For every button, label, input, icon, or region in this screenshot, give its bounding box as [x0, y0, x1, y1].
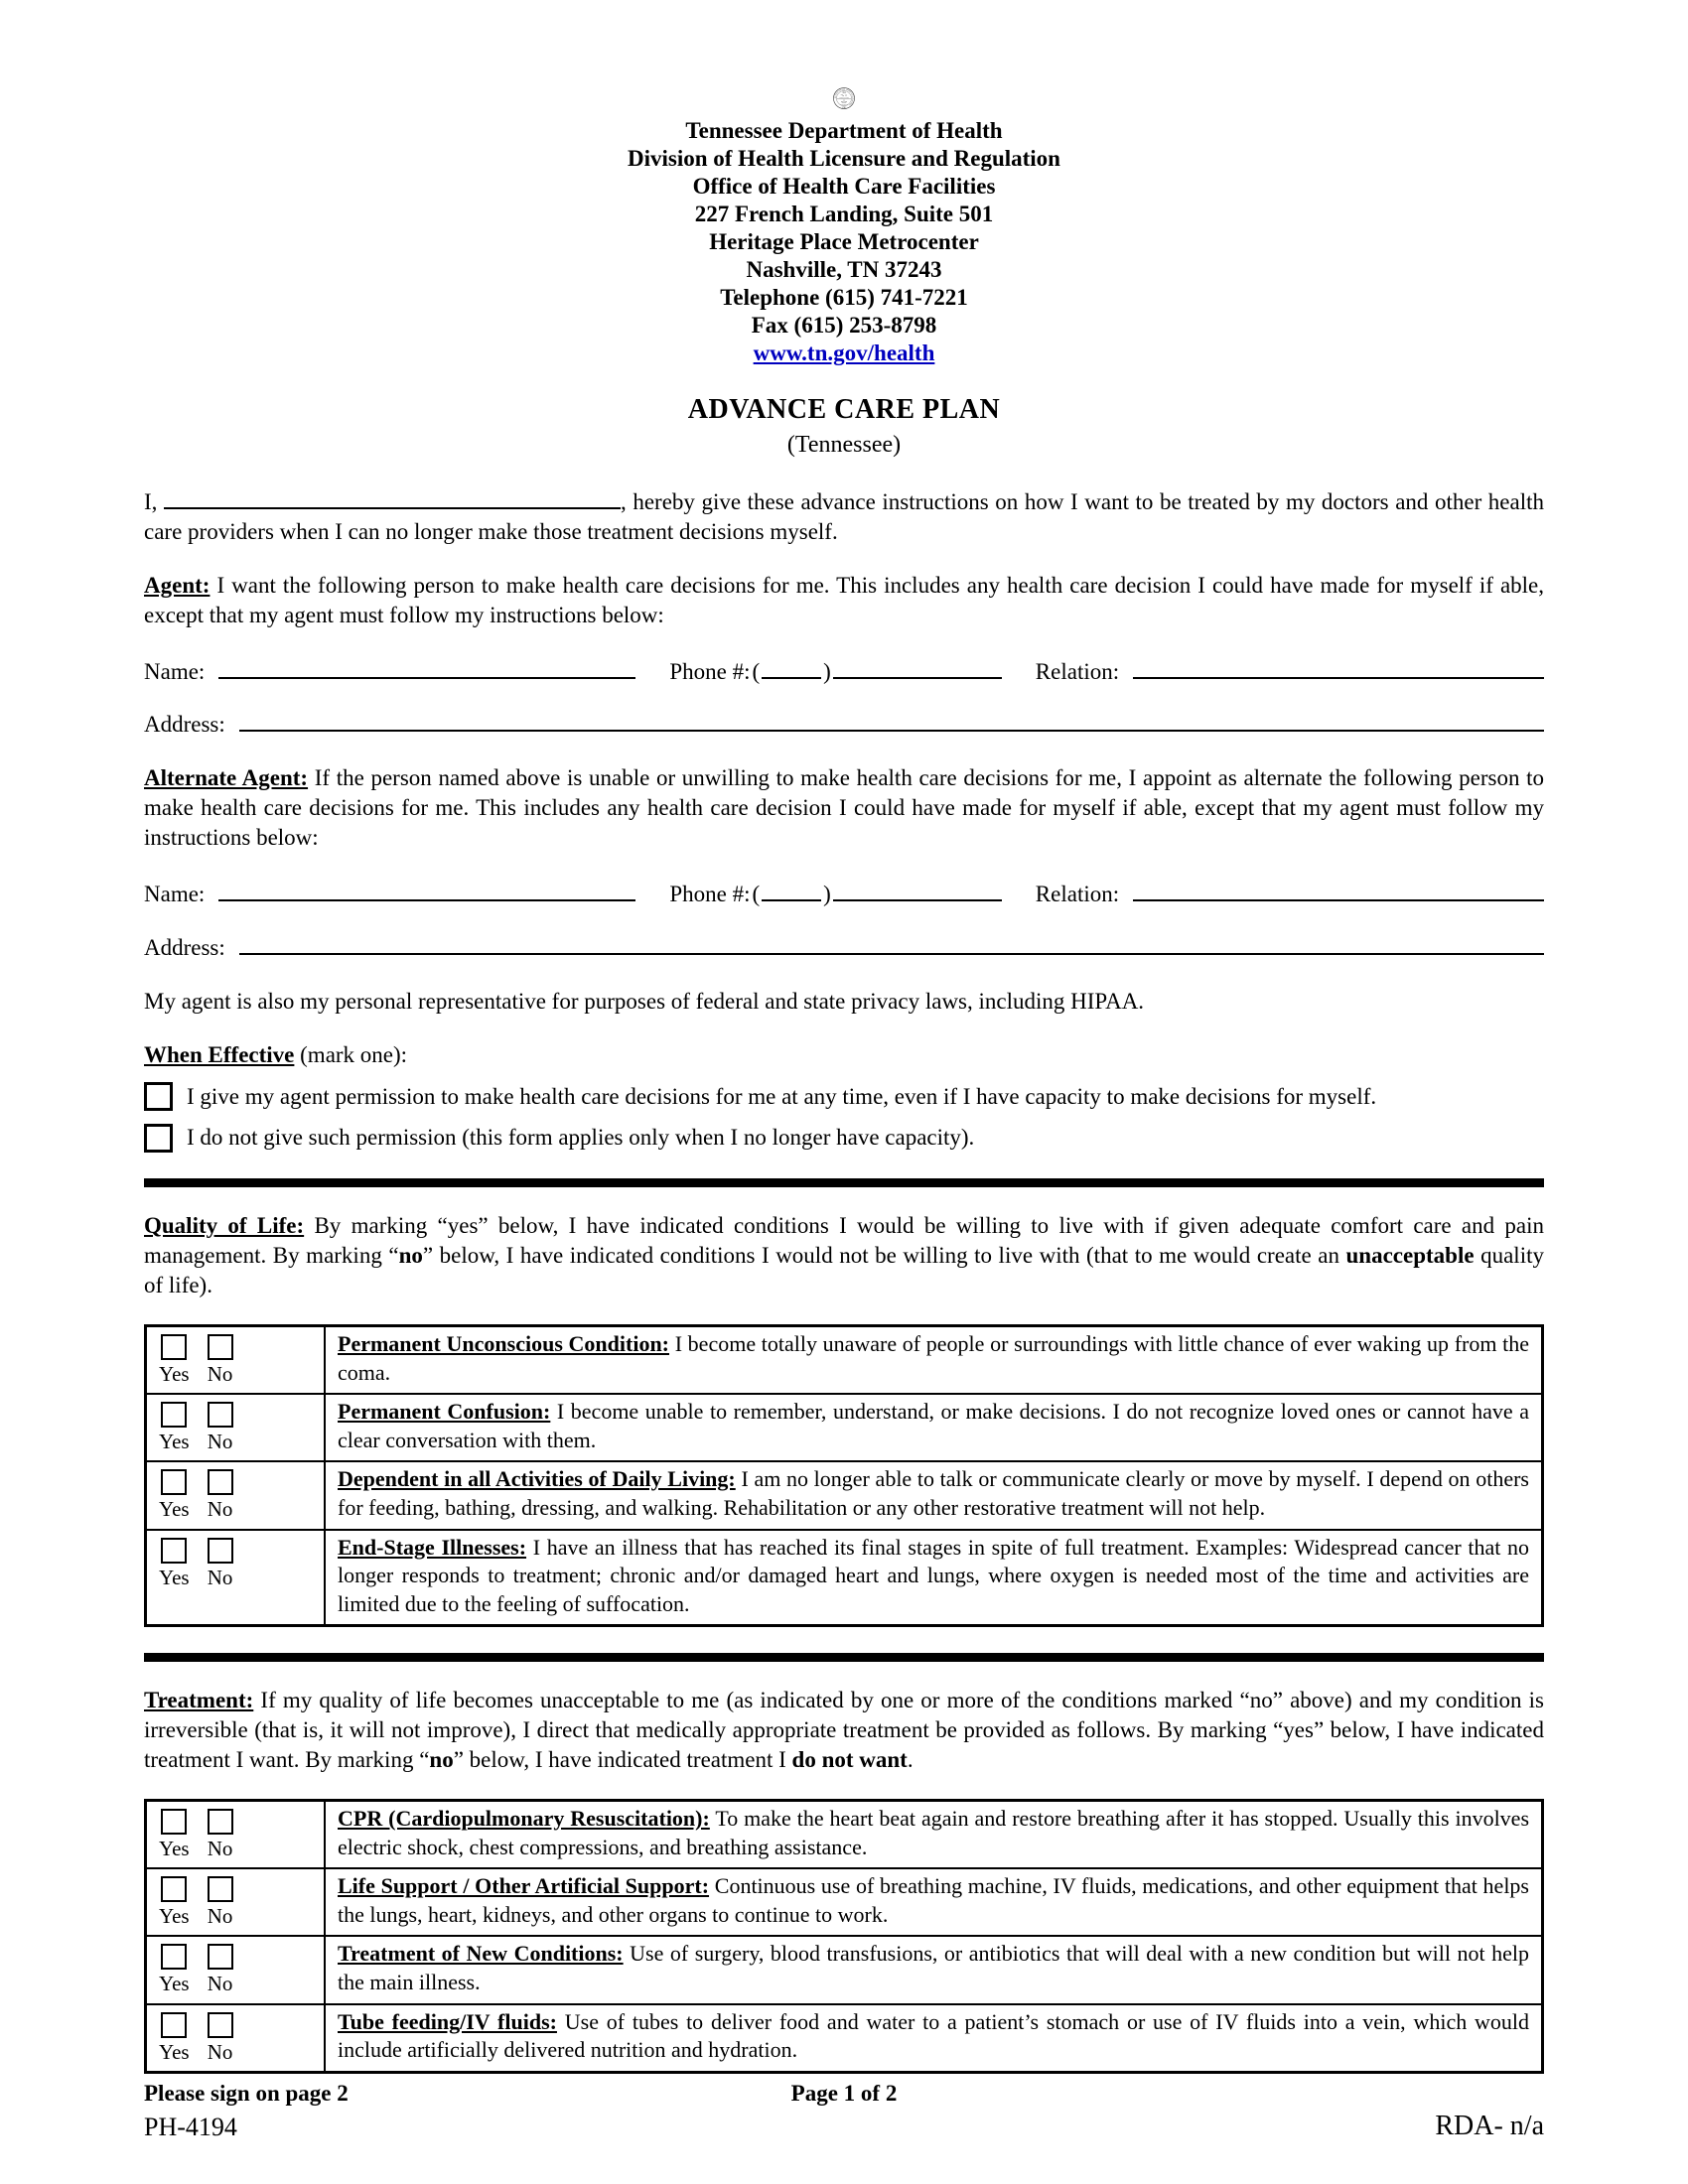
treatment-paragraph — [144, 1686, 1544, 1775]
when-effective-option-1 — [144, 1082, 1544, 1112]
no-checkbox[interactable] — [208, 1538, 233, 1564]
page-subtitle: (Tennessee) — [786, 431, 902, 458]
alternate-agent-body: If the person named above is unable or unwilling to make health care decisions for me, I appoint as alternate the following person to make health care decisions for me. This includes any health care decision I could have made for myself if able, except that my agent must follow my instructions below: — [144, 765, 1544, 851]
table-row-dependent-adl — [146, 1461, 1543, 1529]
phone-paren-close: ) — [823, 659, 831, 685]
no-label: No — [207, 1972, 233, 1996]
row-title: Permanent Confusion: — [338, 1399, 551, 1425]
letterhead — [144, 117, 1544, 367]
hipaa-paragraph: My agent is also my personal representative for purposes of federal and state privacy laws, including HIPAA. — [144, 988, 1145, 1014]
agent-name-input[interactable] — [218, 654, 635, 679]
yes-checkbox[interactable] — [161, 1944, 187, 1970]
no-label: No — [207, 1430, 233, 1454]
row-text: I become unable to remember, understand, or make decisions. I do not recognize loved ones or cannot have a clear conversation with them. — [338, 1399, 1529, 1452]
permission-anytime-checkbox[interactable] — [144, 1082, 173, 1111]
row-text: I become totally unaware of people or surroundings with little chance of ever waking up from the coma. — [338, 1330, 1530, 1385]
form-number: PH-4194 — [144, 2113, 237, 2142]
agent-address-input[interactable] — [239, 707, 1544, 732]
permission-anytime-label: I give my agent permission to make health care decisions for me at any time, even if I have capacity to make decisions for myself. — [187, 1083, 1377, 1109]
seal-ring-text: THE GREAT SEAL OF THE STATE OF TENNESSEE — [832, 87, 853, 105]
treatment-bold-no: no — [429, 1747, 454, 1773]
alternate-agent-paragraph — [144, 763, 1544, 853]
yes-label: Yes — [159, 1430, 190, 1454]
treatment-heading: Treatment: — [144, 1688, 254, 1713]
letterhead-division: Division of Health Licensure and Regulation — [628, 146, 1060, 172]
letterhead-telephone: Telephone (615) 741-7221 — [720, 285, 968, 311]
alternate-name-input[interactable] — [218, 877, 635, 901]
no-permission-label: I do not give such permission (this form applies only when I no longer have capacity). — [187, 1125, 975, 1151]
alternate-name-row — [144, 877, 1544, 909]
letterhead-fax: Fax (615) 253-8798 — [751, 313, 937, 339]
treatment-body-3: . — [907, 1747, 914, 1773]
row-title: Tube feeding/IV fluids: — [338, 2008, 557, 2034]
when-effective-option-2 — [144, 1123, 1544, 1153]
no-checkbox[interactable] — [208, 1469, 233, 1495]
alternate-address-label: Address: — [144, 934, 225, 960]
yes-checkbox[interactable] — [161, 1538, 187, 1564]
quality-body-2: ” below, I have indicated conditions I would not be willing to live with (that to me would create an — [422, 1243, 1346, 1269]
phone-paren-close: ) — [823, 882, 831, 907]
agent-paragraph — [144, 571, 1544, 630]
table-row-cpr — [146, 1800, 1543, 1868]
no-checkbox[interactable] — [208, 2012, 233, 2038]
form-footer — [144, 2109, 1544, 2144]
sign-on-page-2-note: Please sign on page 2 — [144, 2080, 349, 2106]
table-row-tube-feeding — [146, 2004, 1543, 2073]
yes-checkbox[interactable] — [161, 1334, 187, 1360]
agent-body: I want the following person to make health care decisions for me. This includes any health care decision I could have made for myself if able, except that my agent must follow my instructions below: — [144, 572, 1545, 627]
no-checkbox[interactable] — [208, 1334, 233, 1360]
row-title: Dependent in all Activities of Daily Living: — [338, 1466, 736, 1492]
yes-label: Yes — [159, 1836, 190, 1860]
when-effective-suffix: (mark one): — [294, 1041, 408, 1067]
when-effective-heading-line — [144, 1040, 1544, 1070]
phone-paren-open: ( — [752, 882, 761, 907]
page-number: Page 1 of 2 — [790, 2080, 898, 2106]
seal-numeral: XVI — [842, 93, 846, 95]
intro-prefix: I, — [144, 489, 158, 515]
quality-bold-unacceptable: unacceptable — [1345, 1243, 1475, 1269]
no-checkbox[interactable] — [208, 1944, 233, 1970]
alternate-phone-input[interactable] — [833, 877, 1002, 901]
alternate-address-input[interactable] — [239, 929, 1544, 954]
yes-label: Yes — [159, 1497, 190, 1522]
treatment-table — [144, 1799, 1544, 2074]
health-website-link[interactable]: www.tn.gov/health — [753, 341, 935, 366]
section-divider — [144, 1178, 1544, 1187]
letterhead-address-2: Heritage Place Metrocenter — [709, 229, 979, 255]
agent-name-row — [144, 654, 1544, 687]
intro-suffix: , hereby give these advance instructions on how I want to be treated by my doctors and other health care providers when I can no longer make those treatment decisions myself. — [144, 489, 1545, 544]
yes-label: Yes — [159, 1565, 190, 1589]
seal-commerce-text: COMMERCE — [839, 104, 849, 106]
alternate-phone-label: Phone #: — [669, 882, 751, 907]
yes-label: Yes — [159, 1904, 190, 1929]
intro-paragraph — [144, 484, 1544, 547]
row-text: Continuous use of breathing machine, IV fluids, medications, and other equipment that helps the lungs, heart, kidneys, and other organs to continue to work. — [338, 1873, 1529, 1927]
agent-address-label: Address: — [144, 712, 225, 738]
quality-body-3: quality of life). — [144, 1243, 1544, 1298]
no-label: No — [207, 1497, 233, 1522]
row-title: Permanent Unconscious Condition: — [338, 1330, 670, 1356]
no-label: No — [207, 1836, 233, 1860]
tennessee-state-seal-icon — [786, 87, 902, 109]
table-row-end-stage-illnesses — [146, 1530, 1543, 1626]
agent-address-row — [144, 707, 1544, 740]
row-title: CPR (Cardiopulmonary Resuscitation): — [338, 1805, 710, 1831]
when-effective-heading: When Effective — [144, 1041, 295, 1067]
row-title: Treatment of New Conditions: — [338, 1941, 624, 1967]
row-text: I have an illness that has reached its final stages in spite of full treatment. Examples: Widespread cancer that no longer responds to treatment; chronic and/or damaged heart and lungs, where oxygen is needed most of the time and activities are limited due to the feeling of suffocation. — [338, 1534, 1529, 1616]
agent-phone-input[interactable] — [833, 654, 1002, 679]
table-row-permanent-unconscious — [146, 1325, 1543, 1394]
quality-body-1: By marking “yes” below, I have indicated conditions I would be willing to live with if given adequate comfort care and pain management. By marking “ — [144, 1213, 1545, 1269]
letterhead-office: Office of Health Care Facilities — [692, 174, 996, 200]
table-row-life-support — [146, 1868, 1543, 1936]
no-label: No — [207, 1904, 233, 1929]
seal-agriculture-text: AGRICULTURE — [838, 97, 850, 99]
quality-bold-no: no — [398, 1243, 423, 1269]
quality-of-life-heading: Quality of Life: — [144, 1213, 305, 1239]
phone-paren-open: ( — [752, 659, 761, 685]
alternate-name-label: Name: — [144, 882, 206, 907]
yes-checkbox[interactable] — [161, 1876, 187, 1902]
agent-phone-area-input[interactable] — [762, 654, 821, 679]
row-title: End-Stage Illnesses: — [338, 1534, 527, 1560]
alternate-phone-area-input[interactable] — [762, 877, 821, 901]
row-text: Use of tubes to deliver food and water to a patient’s stomach or use of IV fluids into a vein, which would include artificially delivered nutrition and hydration. — [338, 2008, 1530, 2063]
no-label: No — [207, 1565, 233, 1589]
row-text: To make the heart beat again and restore breathing after it has stopped. Usually this involves electric shock, chest compressions, and breathing assistance. — [338, 1805, 1530, 1859]
agent-relation-label: Relation: — [1035, 659, 1120, 685]
alternate-agent-heading: Alternate Agent: — [144, 765, 309, 791]
agent-relation-input[interactable] — [1133, 654, 1544, 679]
row-text: I am no longer able to talk or communicate clearly or move by myself. I depend on others for feeding, bathing, dressing, and walking. Rehabilitation or any other restorative treatment will not help. — [338, 1466, 1529, 1520]
letterhead-address-3: Nashville, TN 37243 — [746, 257, 942, 283]
yes-checkbox[interactable] — [161, 1809, 187, 1835]
quality-of-life-table — [144, 1324, 1544, 1627]
page-title: ADVANCE CARE PLAN — [687, 393, 1001, 425]
treatment-bold-do-not-want: do not want — [791, 1747, 908, 1773]
yes-label: Yes — [159, 1361, 190, 1386]
row-title: Life Support / Other Artificial Support: — [338, 1873, 710, 1899]
treatment-body-1: If my quality of life becomes unacceptable to me (as indicated by one or more of the conditions marked “no” above) and my condition is irreversible (that is, it will not improve), I direct that medically appropriate treatment be provided as follows. By marking “yes” below, I have indicated treatment I want. By marking “ — [144, 1688, 1544, 1773]
alternate-address-row — [144, 929, 1544, 962]
seal-year: 1796 — [842, 107, 846, 109]
alternate-relation-label: Relation: — [1035, 882, 1120, 907]
no-checkbox[interactable] — [208, 1402, 233, 1428]
section-divider — [144, 1653, 1544, 1662]
no-checkbox[interactable] — [208, 1809, 233, 1835]
yes-label: Yes — [159, 2039, 190, 2064]
no-checkbox[interactable] — [208, 1876, 233, 1902]
no-permission-checkbox[interactable] — [144, 1124, 173, 1153]
agent-name-label: Name: — [144, 659, 206, 685]
no-label: No — [207, 2039, 233, 2064]
declarant-name-input[interactable] — [164, 484, 621, 509]
letterhead-address-1: 227 French Landing, Suite 501 — [694, 202, 994, 227]
sign-note-row — [144, 2079, 1544, 2109]
agent-heading: Agent: — [144, 572, 211, 598]
treatment-body-2: ” below, I have indicated treatment I — [453, 1747, 792, 1773]
yes-checkbox[interactable] — [161, 2012, 187, 2038]
agent-phone-label: Phone #: — [669, 659, 751, 685]
no-label: No — [207, 1361, 233, 1386]
row-text: Use of surgery, blood transfusions, or antibiotics that will deal with a new condition but will not help the main illness. — [338, 1941, 1529, 1994]
alternate-relation-input[interactable] — [1133, 877, 1544, 901]
yes-checkbox[interactable] — [161, 1469, 187, 1495]
table-row-new-conditions — [146, 1936, 1543, 2003]
table-row-permanent-confusion — [146, 1394, 1543, 1461]
yes-label: Yes — [159, 1972, 190, 1996]
letterhead-department: Tennessee Department of Health — [685, 118, 1003, 144]
rda-number: RDA- n/a — [1435, 2110, 1544, 2141]
yes-checkbox[interactable] — [161, 1402, 187, 1428]
quality-of-life-paragraph — [144, 1211, 1544, 1300]
